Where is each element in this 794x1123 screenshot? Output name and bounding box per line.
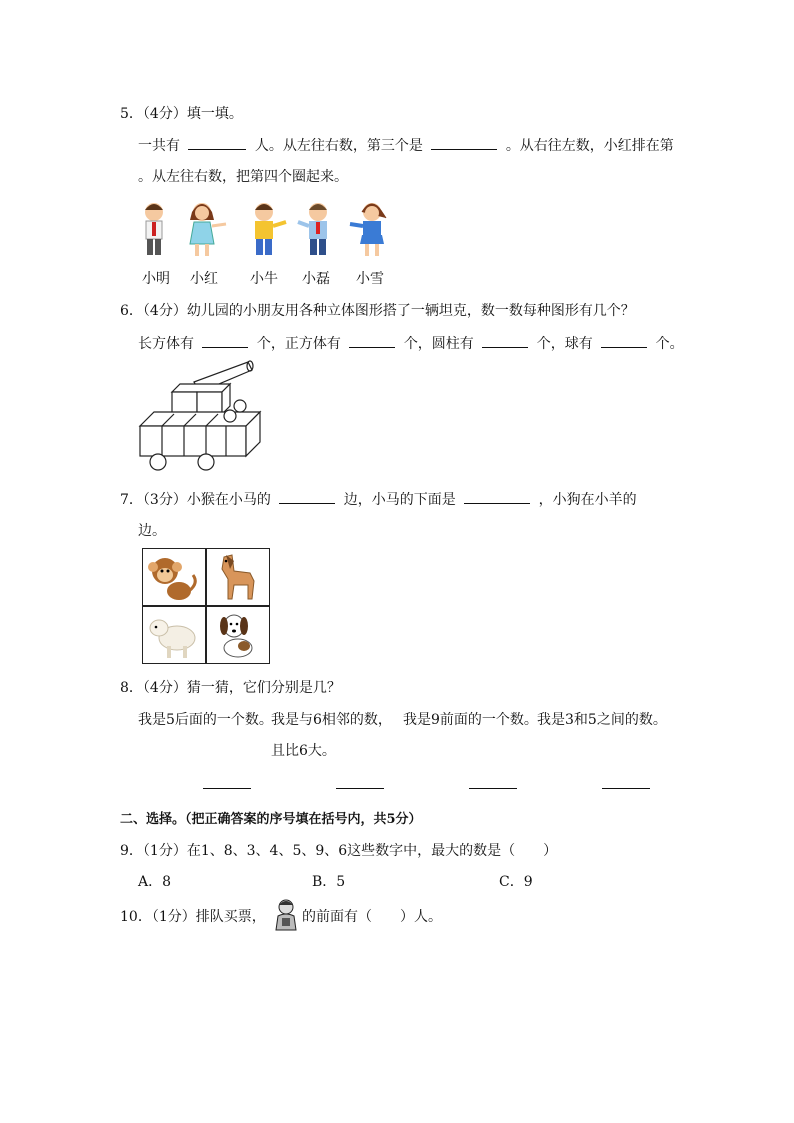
q8-clue4: 我是3和5之间的数。 <box>537 712 667 728</box>
boy-lei-icon <box>292 198 344 260</box>
kid-name-3: 小牛 <box>250 271 278 287</box>
q7-blank-side[interactable] <box>279 489 335 504</box>
q6-blank-sphere[interactable] <box>601 333 647 348</box>
q6-text-4: 个，球有 <box>536 336 593 352</box>
boy-niu-icon <box>240 198 292 260</box>
kid-name-4: 小磊 <box>302 271 330 287</box>
person-icon <box>271 898 301 932</box>
q6-text-2: 个，正方体有 <box>256 336 341 352</box>
q6-text-3: 个，圆柱有 <box>403 336 474 352</box>
q10-text-b: 的前面有（ ）人。 <box>302 909 442 925</box>
girl-hong-icon <box>182 198 234 260</box>
q5-line1 <box>138 135 674 155</box>
q5-text-c: 。从右往左数，小红排在第 <box>505 138 674 154</box>
q8-answer-3[interactable] <box>469 788 517 789</box>
horse-icon <box>206 549 268 605</box>
section-2-heading: 二、选择。（把正确答案的序号填在括号内，共5分） <box>120 812 422 827</box>
q6-line <box>138 333 684 353</box>
q6-blank-cube[interactable] <box>349 333 395 348</box>
q8-answer-2[interactable] <box>336 788 384 789</box>
boy-ming-icon <box>136 198 188 260</box>
q7-text-c: ，小狗在小羊的 <box>538 492 637 508</box>
q8-title: 8．（4分）猜一猜，它们分别是几？ <box>120 680 341 696</box>
q6-blank-cylinder[interactable] <box>482 333 528 348</box>
girl-xue-icon <box>346 198 398 260</box>
q6-title: 6．（4分）幼儿园的小朋友用各种立体图形搭了一辆坦克，数一数每种图形有几个？ <box>120 303 635 319</box>
q9-option-b[interactable]: B．5 <box>312 874 346 890</box>
kid-name-5: 小雪 <box>356 271 384 287</box>
q6-text-5: 个。 <box>655 336 684 352</box>
q8-clue3: 我是9前面的一个数。 <box>403 712 538 728</box>
q5-blank-third[interactable] <box>431 135 497 150</box>
q7-text-a: 7．（3分）小猴在小马的 <box>120 492 271 508</box>
q8-clue2: 我是与6相邻的数， <box>271 712 392 728</box>
q7-line2: 边。 <box>138 523 166 539</box>
q7-text-b: 边，小马的下面是 <box>343 492 456 508</box>
q5-title: 5．（4分）填一填。 <box>120 106 243 122</box>
tank-figure <box>136 360 266 474</box>
kid-name-2: 小红 <box>190 271 218 287</box>
q6-text-1: 长方体有 <box>138 336 194 352</box>
q9-option-c[interactable]: C．9 <box>499 874 533 890</box>
q8-clue2b: 且比6大。 <box>271 743 336 759</box>
q8-answer-1[interactable] <box>203 788 251 789</box>
q5-text-a: 一共有 <box>138 138 180 154</box>
dog-icon <box>206 606 268 662</box>
q6-blank-cuboid[interactable] <box>202 333 248 348</box>
q8-clue1: 我是5后面的一个数。 <box>138 712 273 728</box>
sheep-icon <box>143 606 205 662</box>
q5-text-b: 人。从左往右数，第三个是 <box>254 138 423 154</box>
q9-title: 9．（1分）在1、8、3、4、5、9、6这些数字中，最大的数是（ ） <box>120 843 558 859</box>
q7-blank-below[interactable] <box>464 489 530 504</box>
q9-option-a[interactable]: A．8 <box>138 874 172 890</box>
q10-text-a: 10．（1分）排队买票， <box>120 909 266 925</box>
q5-blank-total[interactable] <box>188 135 246 150</box>
q5-line2: 。从左往右数，把第四个圈起来。 <box>138 169 348 185</box>
animal-grid <box>142 548 270 664</box>
q7-line1 <box>120 489 637 509</box>
monkey-icon <box>143 549 205 605</box>
kid-name-1: 小明 <box>142 271 170 287</box>
q8-answer-4[interactable] <box>602 788 650 789</box>
